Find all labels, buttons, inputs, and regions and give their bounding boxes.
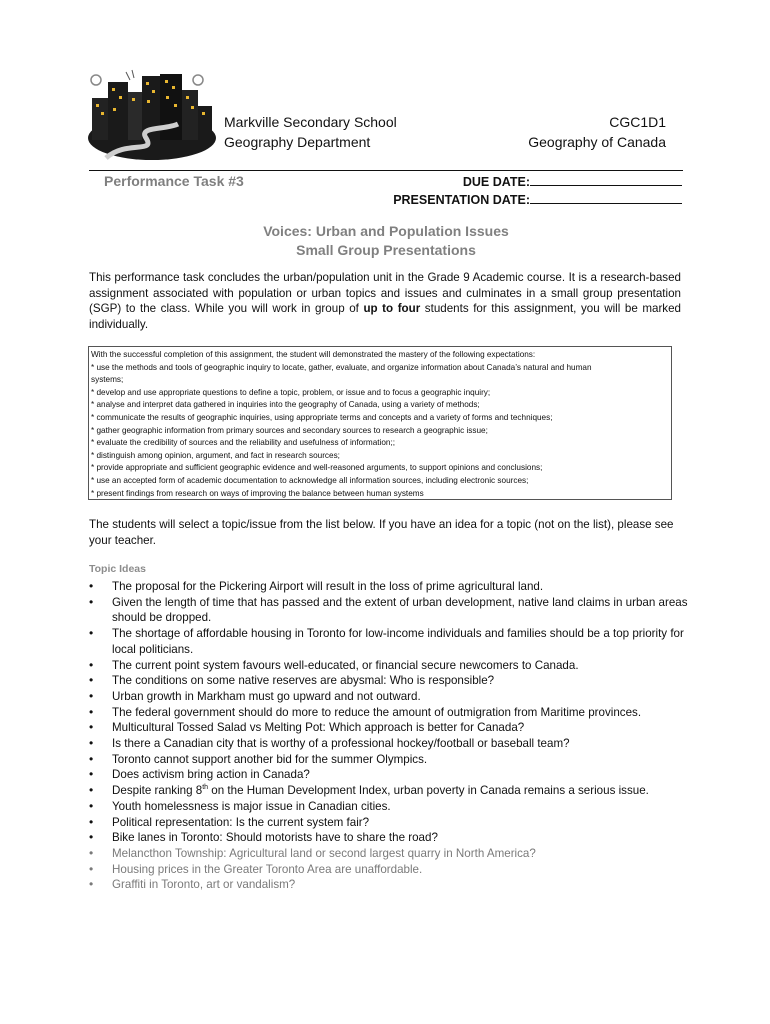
topic-item: • Is there a Canadian city that is worthy of a professional hockey/football or baseball team? [89,736,689,752]
topic-item: • Urban growth in Markham must go upward and not outward. [89,689,689,705]
topic-item: • The shortage of affordable housing in Toronto for low-income individuals and families should be a top priority for local politicians. [89,626,689,657]
expectation-line: systems; [91,375,124,385]
course-header [528,112,666,152]
course-name: Geography of Canada [528,134,666,150]
expectation-line: * communicate the results of geographic inquiries, using appropriate terms and concepts and a variety of forms and techniques; [91,412,553,422]
city-skyline-logo [86,68,216,160]
expectation-line: * present findings from research on ways of improving the balance between human systems [91,488,424,498]
topic-item: • Multicultural Tossed Salad vs Melting Pot: Which approach is better for Canada? [89,720,689,736]
task-label: Performance Task #3 [104,173,244,189]
topic-item: • Graffiti in Toronto, art or vandalism? [89,877,689,893]
department-name: Geography Department [224,134,371,150]
topic-item: • Bike lanes in Toronto: Should motorists have to share the road? [89,830,689,846]
title-line-2: Small Group Presentations [296,242,476,258]
assignment-title [89,222,683,260]
topic-item: • The proposal for the Pickering Airport will result in the loss of prime agricultural land. [89,579,689,595]
topic-ideas-heading: Topic Ideas [89,563,146,575]
topic-selection-paragraph: The students will select a topic/issue from the list below. If you have an idea for a topic (not on the list), please see your teacher. [89,518,674,547]
expectation-line: * gather geographic information from primary sources and secondary sources to research a geographic issue; [91,425,488,435]
header-divider [89,170,683,171]
expectation-line: * use the methods and tools of geographic inquiry to locate, gather, evaluate, and organize information about Canada’s natural and human [91,362,592,372]
topic-item: • The current point system favours well-educated, or financial secure newcomers to Canada. [89,658,689,674]
topic-item: • Despite ranking 8th on the Human Development Index, urban poverty in Canada remains a serious issue. [89,783,689,799]
due-date-row: DUE DATE: [393,173,682,191]
topic-list [89,579,689,893]
group-size-emphasis: up to four [363,302,421,316]
school-name: Markville Secondary School [224,114,397,130]
topic-item: • Housing prices in the Greater Toronto Area are unaffordable. [89,862,689,878]
expectations-box [88,346,672,500]
expectation-line: * develop and use appropriate questions to define a topic, problem, or issue and to focus a geographic inquiry; [91,387,491,397]
topic-item: • Political representation: Is the current system fair? [89,815,689,831]
expectation-line: * use an accepted form of academic documentation to acknowledge all information sources, including electronic sources; [91,475,529,485]
topic-item: • The conditions on some native reserves are abysmal: Who is responsible? [89,673,689,689]
date-fields [393,173,682,209]
topic-item: • Does activism bring action in Canada? [89,767,689,783]
expectation-line: With the successful completion of this assignment, the student will demonstrated the mastery of the following expectations: [91,350,536,359]
expectation-line: * distinguish among opinion, argument, and fact in research sources; [91,450,340,460]
topic-item: • Given the length of time that has passed and the extent of urban development, native land claims in urban areas should be dropped. [89,595,689,626]
topic-item: • Melancthon Township: Agricultural land or second largest quarry in North America? [89,846,689,862]
title-line-1: Voices: Urban and Population Issues [263,223,509,239]
topic-item: • Toronto cannot support another bid for the summer Olympics. [89,752,689,768]
presentation-date-blank [530,191,682,204]
school-header [224,112,397,152]
intro-paragraph: This performance task concludes the urban/population unit in the Grade 9 Academic course. It is a research-based assignment associated with population or urban topics and issues and culminates in a small group presentation (SGP) to the class. While you will work in group of up to four students for this assignment, you will be marked individually. [89,271,682,331]
topic-item: • Youth homelessness is major issue in Canadian cities. [89,799,689,815]
expectation-line: * evaluate the credibility of sources and the reliability and usefulness of information;; [91,438,396,448]
course-code: CGC1D1 [609,114,666,130]
presentation-date-row: PRESENTATION DATE: [393,191,682,209]
expectation-line: * provide appropriate and sufficient geographic evidence and well-reasoned arguments, to support opinions and conclusions; [91,463,543,473]
expectation-line: * analyse and interpret data gathered in inquiries into the geography of Canada, using a variety of methods; [91,400,480,410]
topic-item: • The federal government should do more to reduce the amount of outmigration from Maritime provinces. [89,705,689,721]
due-date-blank [530,173,682,186]
